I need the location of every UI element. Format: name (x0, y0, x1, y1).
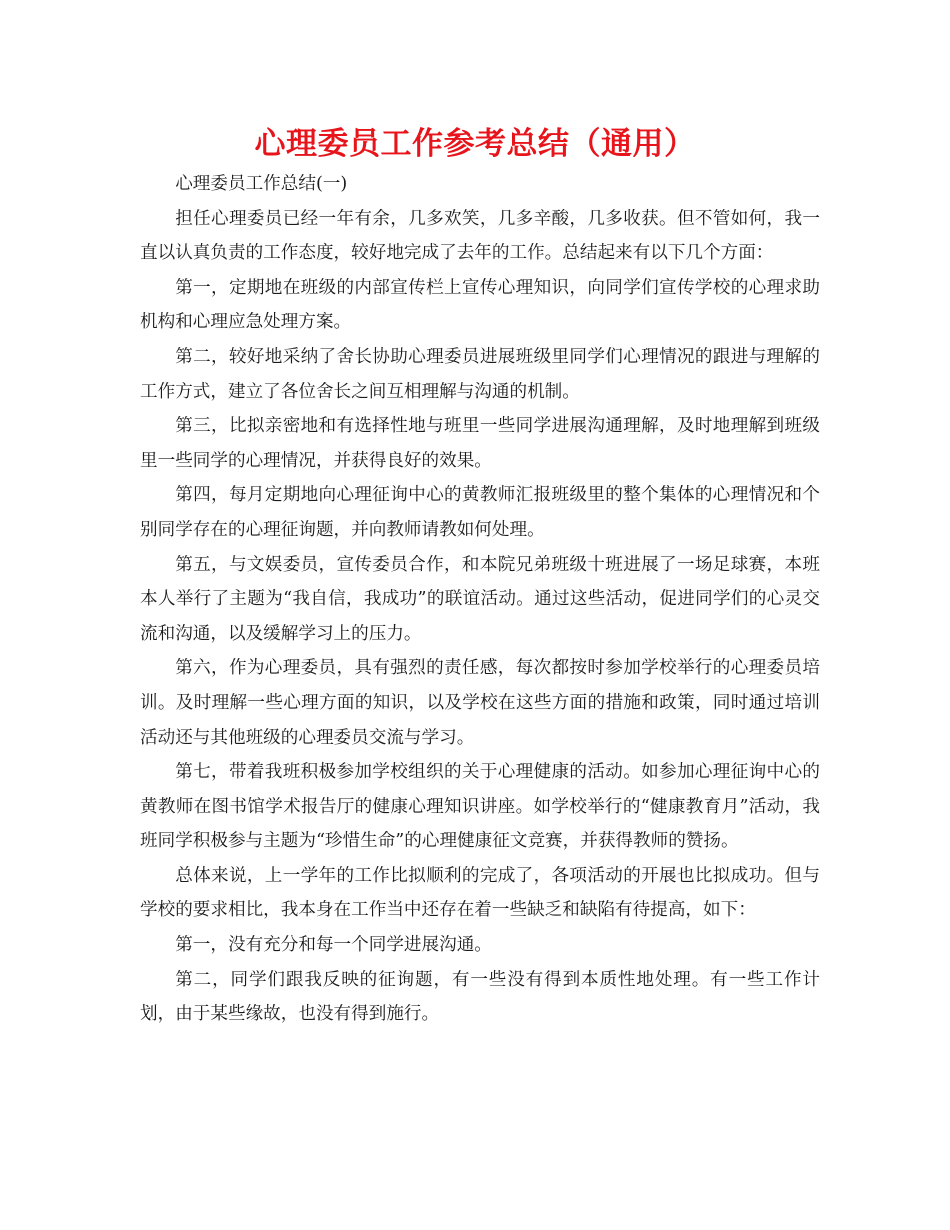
paragraph: 第一，没有充分和每一个同学进展沟通。 (175, 935, 492, 956)
paragraph: 担任心理委员已经一年有余，几多欢笑，几多辛酸，几多收获。但不管如何，我一直以认真负责的工作态度，较好地完成了去年的工作。总结起来有以下几个方面： (140, 208, 820, 264)
paragraph: 第七，带着我班积极参加学校组织的关于心理健康的活动。如参加心理征询中心的黄教师在图书馆学术报告厅的健康心理知识讲座。如学校举行的“健康教育月”活动，我班同学积极参与主题为“珍惜生命”的心理健康征文竞赛，并获得教师的赞扬。 (140, 762, 820, 852)
document-body (140, 167, 820, 1032)
paragraph: 第三，比拟亲密地和有选择性地与班里一些同学进展沟通理解，及时地理解到班级里一些同学的心理情况，并获得良好的效果。 (140, 416, 820, 471)
paragraph: 第二，同学们跟我反映的征询题，有一些没有得到本质性地处理。有一些工作计划，由于某些缘故，也没有得到施行。 (140, 969, 820, 1025)
document-title: 心理委员工作参考总结（通用） (254, 126, 696, 162)
paragraph: 第六，作为心理委员，具有强烈的责任感，每次都按时参加学校举行的心理委员培训。及时理解一些心理方面的知识，以及学校在这些方面的措施和政策，同时通过培训活动还与其他班级的心理委员交流与学习。 (140, 658, 820, 748)
paragraph: 第四，每月定期地向心理征询中心的黄教师汇报班级里的整个集体的心理情况和个别同学存在的心理征询题，并向教师请教如何处理。 (140, 485, 820, 540)
section-heading: 心理委员工作总结(一) (175, 174, 348, 194)
paragraph: 总体来说，上一学年的工作比拟顺利的完成了，各项活动的开展也比拟成功。但与学校的要求相比，我本身在工作当中还存在着一些缺乏和缺陷有待提高，如下： (140, 865, 820, 921)
paragraph: 第二，较好地采纳了舍长协助心理委员进展班级里同学们心理情况的跟进与理解的工作方式，建立了各位舍长之间互相理解与沟通的机制。 (140, 346, 820, 402)
paragraph: 第五，与文娱委员，宣传委员合作，和本院兄弟班级十班进展了一场足球赛，本班本人举行了主题为“我自信，我成功”的联谊活动。通过这些活动，促进同学们的心灵交流和沟通，以及缓解学习上的压力。 (140, 554, 820, 644)
paragraph: 第一，定期地在班级的内部宣传栏上宣传心理知识，向同学们宣传学校的心理求助机构和心理应急处理方案。 (140, 277, 820, 333)
